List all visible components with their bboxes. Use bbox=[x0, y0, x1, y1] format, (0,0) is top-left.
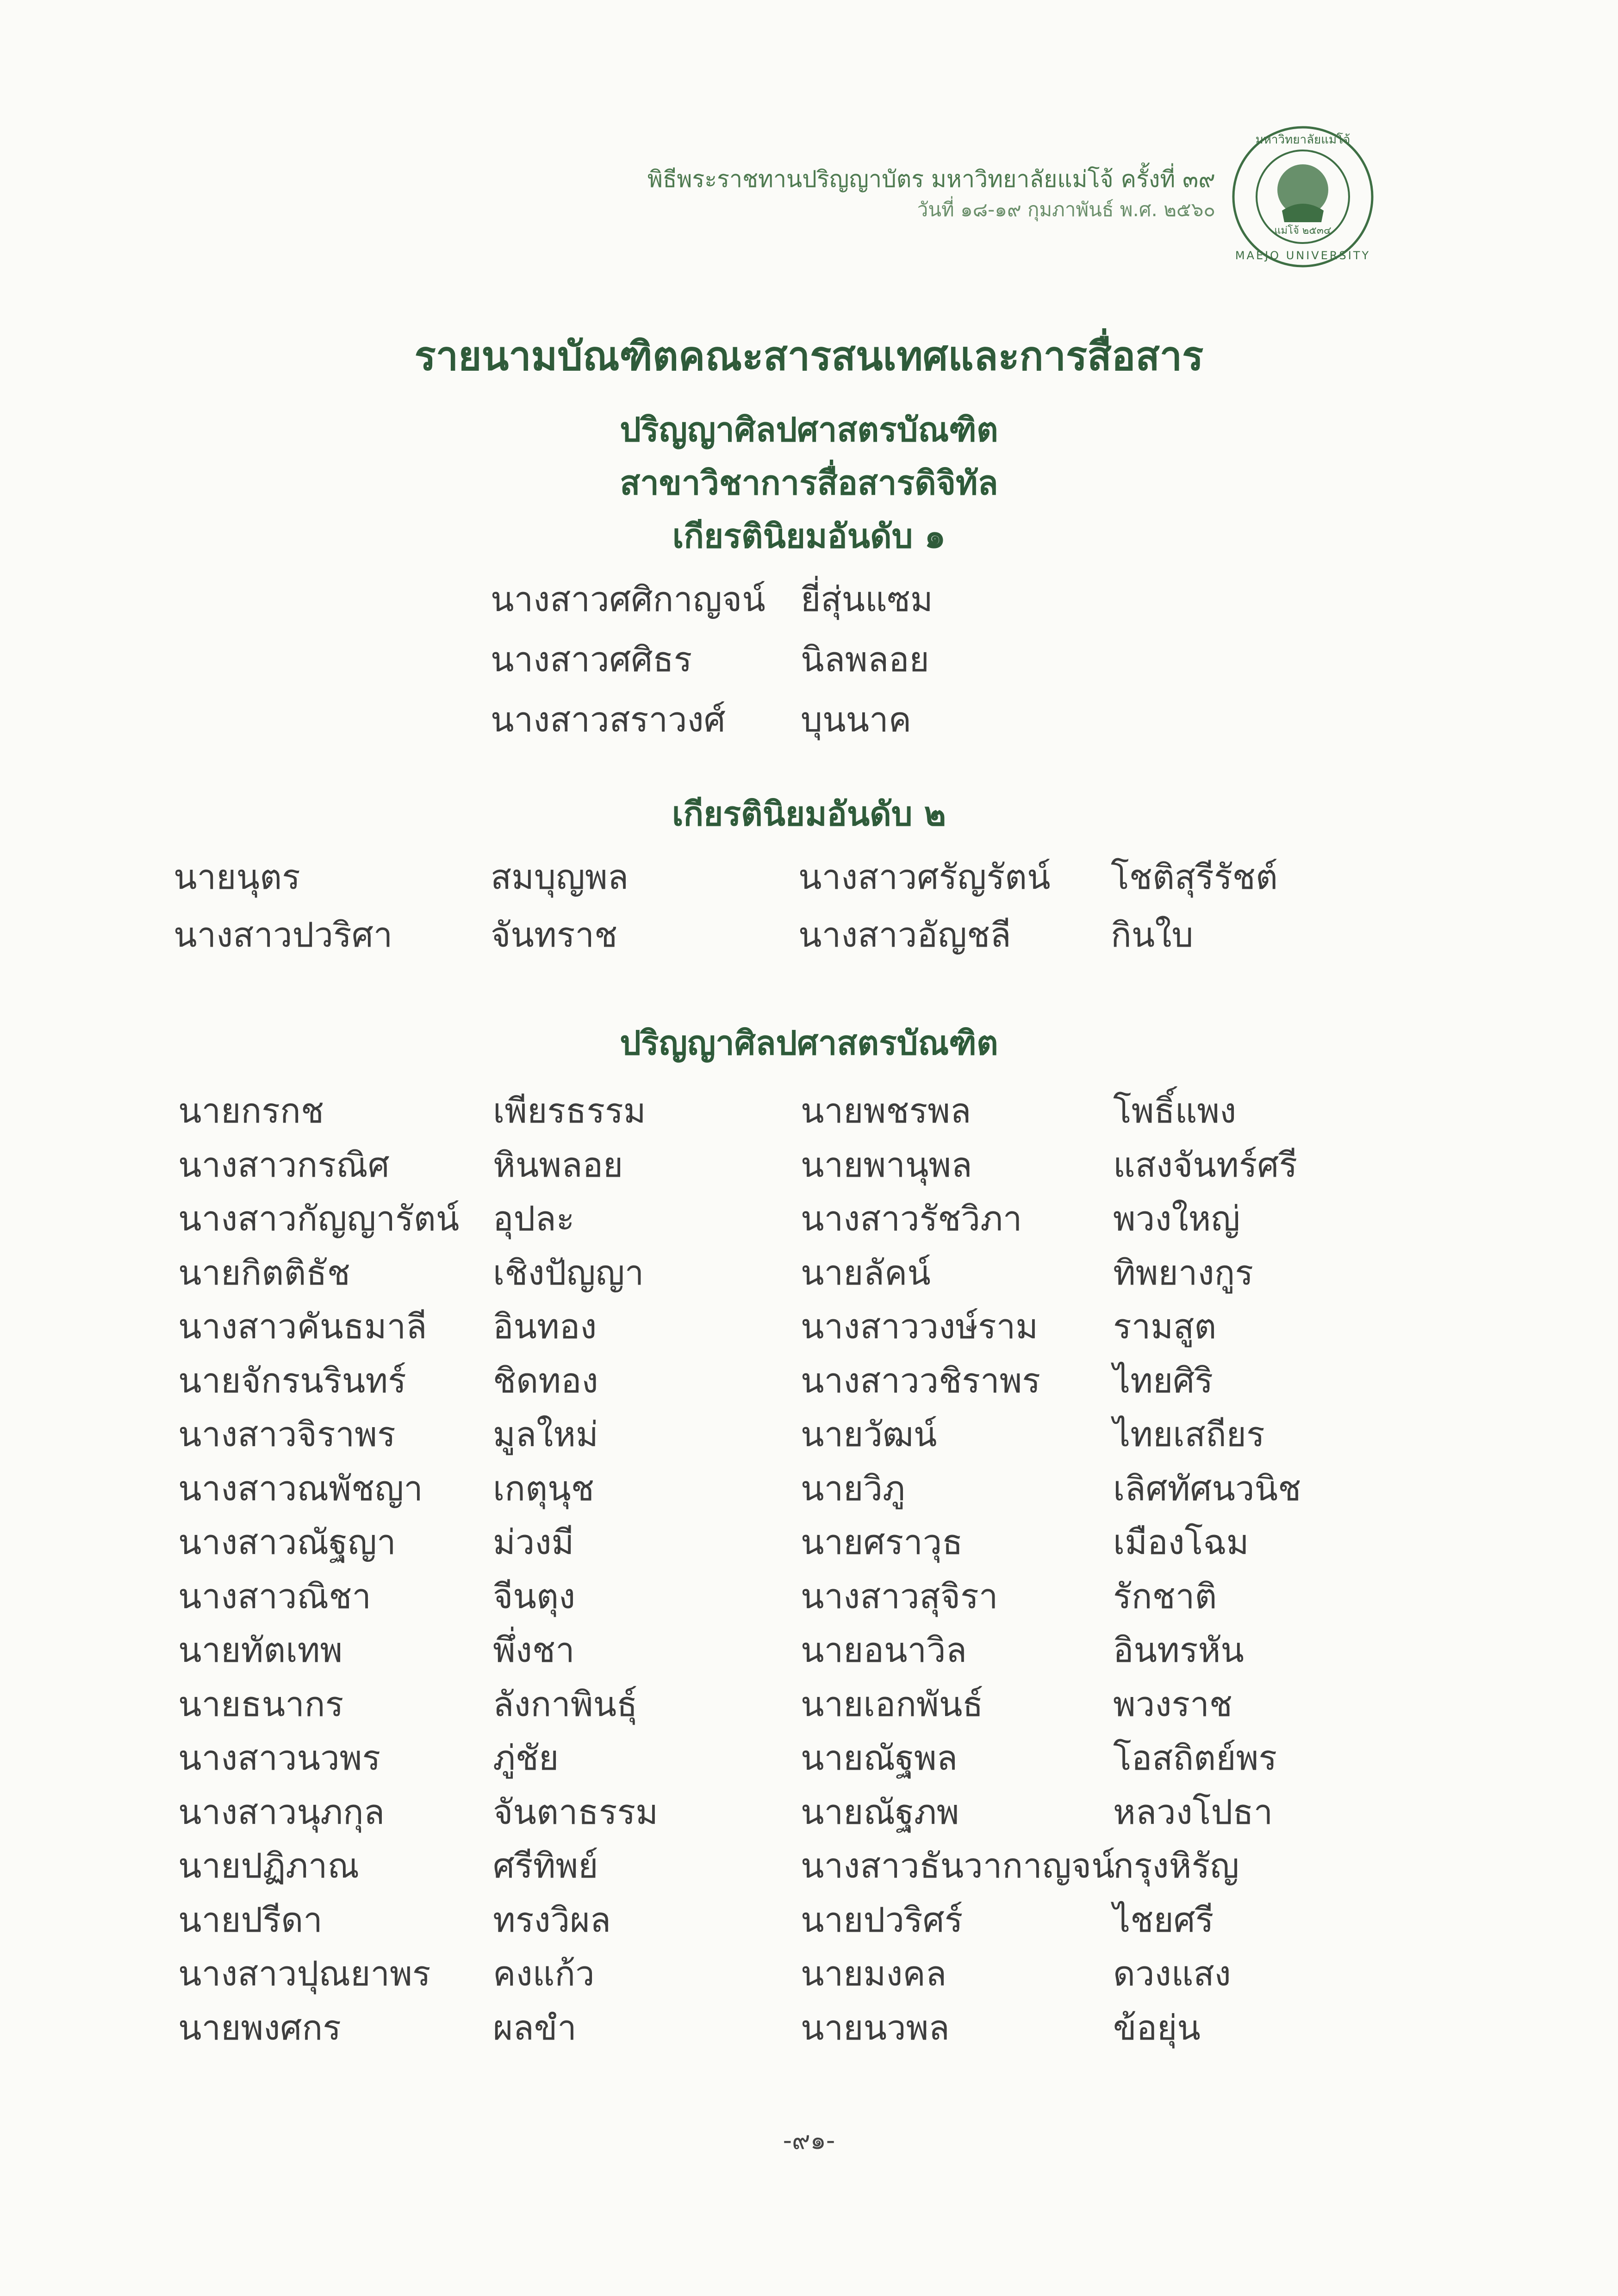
general-first-name: นางสาวกรณิศ bbox=[178, 1145, 390, 1185]
general-last-name: เมืองโฉม bbox=[1113, 1522, 1249, 1562]
general-last-name: หลวงโปธา bbox=[1113, 1792, 1273, 1832]
general-last-name: ผลขำ bbox=[493, 2008, 577, 2048]
general-last-name: ข้อยุ่น bbox=[1113, 2008, 1201, 2048]
general-first-name: นางสาวรัชวิภา bbox=[801, 1199, 1022, 1239]
general-first-name: นายเอกพันธ์ bbox=[801, 1684, 983, 1724]
honors2-heading: เกียรตินิยมอันดับ ๒ bbox=[672, 794, 946, 833]
general-first-name: นางสาวณัฐญา bbox=[178, 1522, 396, 1562]
ceremony-title: พิธีพระราชทานปริญญาบัตร มหาวิทยาลัยแม่โจ้ ครั้งที่ ๓๙ bbox=[647, 166, 1215, 193]
general-first-name: นางสาวปุณยาพร bbox=[178, 1954, 431, 1994]
general-last-name: โพธิ์แพง bbox=[1113, 1091, 1237, 1131]
general-last-name: ภู่ชัย bbox=[493, 1738, 559, 1778]
honors1-last-name: ยี่สุ่นแซม bbox=[801, 580, 933, 619]
honors2-first-name: นายนุตร bbox=[174, 857, 300, 897]
general-first-name: นางสาวณิชา bbox=[178, 1576, 371, 1616]
general-last-name: ทิพยางกูร bbox=[1113, 1253, 1254, 1293]
general-last-name: จีนตุง bbox=[493, 1576, 576, 1616]
honors1-heading: เกียรตินิยมอันดับ ๑ bbox=[672, 517, 946, 555]
faculty-title: รายนามบัณฑิตคณะสารสนเทศและการสื่อสาร bbox=[414, 333, 1204, 380]
degree-title: ปริญญาศิลปศาสตรบัณฑิต bbox=[620, 410, 998, 449]
general-last-name: มูลใหม่ bbox=[493, 1415, 598, 1454]
general-last-name: แสงจันทร์ศรี bbox=[1113, 1145, 1298, 1185]
general-last-name: ม่วงมี bbox=[493, 1522, 574, 1562]
general-last-name: เกตุนุช bbox=[493, 1468, 594, 1509]
general-first-name: นายณัฐพล bbox=[801, 1738, 958, 1778]
general-first-name: นายวัฒน์ bbox=[801, 1415, 937, 1454]
general-first-name: นายลัคน์ bbox=[801, 1253, 931, 1293]
general-first-name: นายปรีดา bbox=[178, 1900, 323, 1940]
university-seal-logo bbox=[1226, 120, 1379, 273]
general-first-name: นายพานุพล bbox=[801, 1145, 972, 1185]
general-last-name: ดวงแสง bbox=[1113, 1954, 1231, 1994]
honors1-first-name: นางสาวศศิธร bbox=[491, 640, 692, 680]
general-first-name: นางสาวคันธมาลี bbox=[178, 1307, 427, 1347]
svg-text:มหาวิทยาลัยแม่โจ้: มหาวิทยาลัยแม่โจ้ bbox=[1255, 133, 1350, 147]
general-first-name: นางสาวณพัชญา bbox=[178, 1468, 423, 1509]
general-last-name: จันตาธรรม bbox=[493, 1792, 658, 1832]
general-first-name: นายทัตเทพ bbox=[178, 1630, 343, 1670]
general-last-name: โอสถิตย์พร bbox=[1113, 1738, 1277, 1778]
general-first-name: นางสาววงษ์ราม bbox=[801, 1307, 1039, 1347]
general-last-name: คงแก้ว bbox=[493, 1954, 595, 1994]
page-number: -๙๑- bbox=[783, 2126, 835, 2155]
general-last-name: ไทยเสถียร bbox=[1113, 1415, 1265, 1454]
general-first-name: นายจักรนรินทร์ bbox=[178, 1360, 406, 1401]
general-first-name: นายมงคล bbox=[801, 1954, 947, 1994]
general-last-name: กรุงหิรัญ bbox=[1113, 1846, 1239, 1886]
svg-text:แม่โจ้ ๒๕๓๔: แม่โจ้ ๒๕๓๔ bbox=[1274, 225, 1332, 237]
general-first-name: นายปวริศร์ bbox=[801, 1900, 963, 1940]
general-first-name: นายกรกช bbox=[178, 1091, 324, 1131]
general-last-name: เลิศทัศนวนิช bbox=[1113, 1468, 1301, 1509]
general-first-name: นายธนากร bbox=[178, 1684, 344, 1724]
general-last-name: อุปละ bbox=[493, 1199, 575, 1239]
general-first-name: นายนวพล bbox=[801, 2008, 950, 2048]
general-last-name: พึ่งชา bbox=[493, 1630, 575, 1670]
general-heading: ปริญญาศิลปศาสตรบัณฑิต bbox=[620, 1023, 998, 1062]
general-last-name: พวงใหญ่ bbox=[1113, 1199, 1240, 1239]
general-first-name: นายพงศกร bbox=[178, 2008, 341, 2048]
general-last-name: อินทอง bbox=[493, 1307, 597, 1347]
general-last-name: เชิงปัญญา bbox=[493, 1253, 644, 1293]
honors2-last-name: จันทราช bbox=[491, 915, 618, 955]
general-first-name: นายวิภู bbox=[801, 1468, 905, 1509]
general-first-name: นายปฏิภาณ bbox=[178, 1846, 360, 1886]
honors1-first-name: นางสาวศศิกาญจน์ bbox=[491, 580, 765, 619]
general-first-name: นายณัฐภพ bbox=[801, 1792, 959, 1832]
general-last-name: เพียรธรรม bbox=[493, 1091, 646, 1131]
general-last-name: หินพลอย bbox=[493, 1145, 623, 1185]
svg-text:MAEJO UNIVERSITY: MAEJO UNIVERSITY bbox=[1235, 249, 1371, 262]
general-first-name: นายอนาวิล bbox=[801, 1630, 967, 1670]
general-last-name: ศรีทิพย์ bbox=[493, 1846, 598, 1886]
general-first-name: นางสาวธันวากาญจน์ bbox=[801, 1846, 1115, 1886]
honors2-first-name: นางสาวอัญชลี bbox=[798, 915, 1011, 955]
general-last-name: ลังกาพินธุ์ bbox=[493, 1684, 638, 1724]
honors2-last-name: สมบุญพล bbox=[491, 857, 629, 897]
ceremony-header bbox=[647, 163, 1215, 224]
general-first-name: นางสาวนวพร bbox=[178, 1738, 381, 1778]
honors2-last-name: โชติสุรีรัชต์ bbox=[1111, 857, 1278, 897]
general-last-name: พวงราช bbox=[1113, 1684, 1232, 1724]
general-last-name: ไทยศิริ bbox=[1113, 1360, 1214, 1401]
general-last-name: อินทรหัน bbox=[1113, 1630, 1244, 1670]
honors2-last-name: กินใบ bbox=[1111, 915, 1194, 955]
general-last-name: ชิดทอง bbox=[493, 1360, 598, 1401]
general-last-name: รามสูต bbox=[1113, 1307, 1217, 1347]
general-first-name: นายพชรพล bbox=[801, 1091, 971, 1131]
general-first-name: นางสาวกัญญารัตน์ bbox=[178, 1199, 460, 1239]
general-last-name: ทรงวิผล bbox=[493, 1900, 611, 1940]
general-first-name: นางสาวนุภกุล bbox=[178, 1792, 385, 1832]
general-first-name: นางสาวสุจิรา bbox=[801, 1576, 998, 1616]
honors1-last-name: บุนนาค bbox=[801, 700, 912, 740]
general-first-name: นายศราวุธ bbox=[801, 1522, 963, 1562]
general-last-name: รักชาติ bbox=[1113, 1576, 1217, 1616]
honors2-first-name: นางสาวศรัญรัตน์ bbox=[798, 857, 1051, 897]
honors2-first-name: นางสาวปวริศา bbox=[174, 915, 393, 955]
major-title: สาขาวิชาการสื่อสารดิจิทัล bbox=[620, 463, 998, 502]
general-first-name: นางสาวจิราพร bbox=[178, 1415, 396, 1454]
general-last-name: ไชยศรี bbox=[1113, 1900, 1214, 1940]
honors1-first-name: นางสาวสราวงศ์ bbox=[491, 700, 726, 740]
ceremony-date: วันที่ ๑๘-๑๙ กุมภาพันธ์ พ.ศ. ๒๕๖๐ bbox=[917, 198, 1215, 221]
general-first-name: นายกิตติธัช bbox=[178, 1253, 350, 1293]
general-first-name: นางสาววชิราพร bbox=[801, 1360, 1041, 1401]
honors1-last-name: นิลพลอย bbox=[801, 640, 929, 680]
